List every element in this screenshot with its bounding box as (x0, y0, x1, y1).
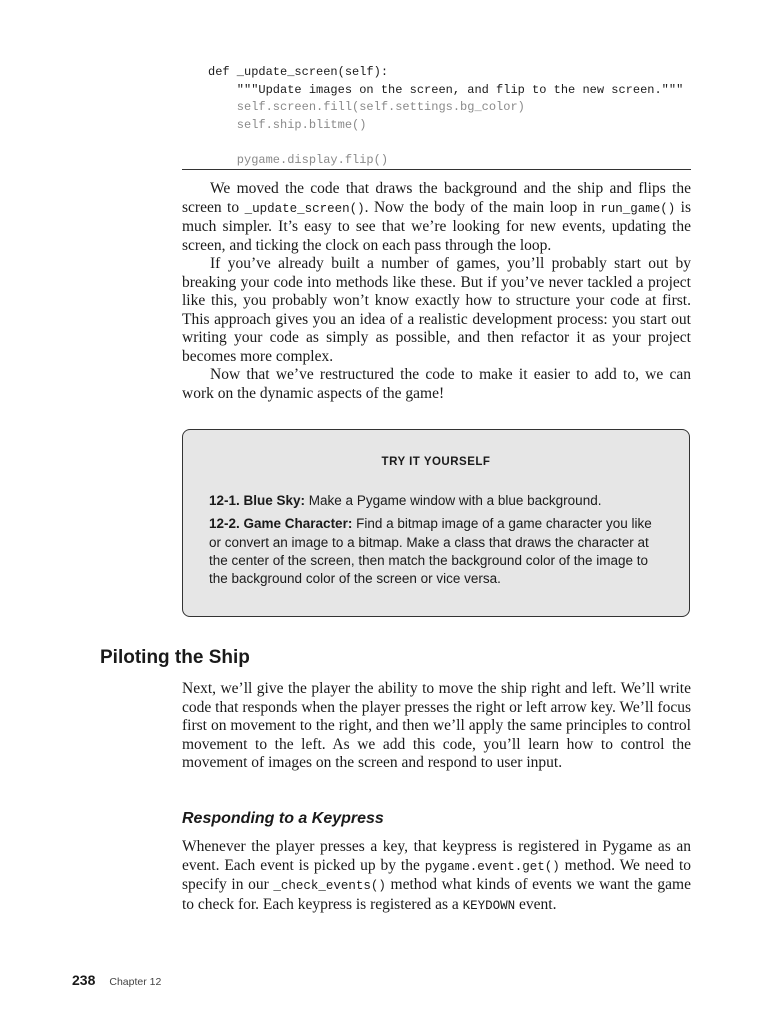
text-run: . Now the body of the main loop in (364, 198, 601, 216)
text-run: method. We need to specify in our (182, 856, 692, 893)
code-divider (182, 169, 691, 170)
text-run: event. (515, 895, 557, 913)
exercise-label: 12-1. Blue Sky: (209, 493, 306, 508)
exercise-text: Make a Pygame window with a blue background. (305, 493, 602, 508)
code-line: pygame.display.flip() (208, 152, 389, 167)
text-run: We moved the code that draws the background and the ship and flips the screen to (182, 180, 691, 216)
inline-code: pygame.event.get() (424, 859, 560, 874)
body-paragraph-section (182, 680, 691, 773)
code-line: """Update images on the screen, and flip to the new screen.""" (208, 82, 684, 97)
inline-code: run_game() (600, 201, 676, 216)
body-paragraph-subsection (182, 838, 691, 915)
paragraph: Now that we’ve restructured the code to make it easier to add to, we can work on the dynamic aspects of the game! (182, 366, 691, 402)
code-listing (208, 64, 690, 169)
exercise-text: Find a bitmap image of a game character you like or convert an image to a bitmap. Make a class that draws the character at the center of the screen, then match the background color of the image to the background color of the screen or vice versa. (209, 516, 652, 587)
page-footer (72, 972, 161, 990)
code-line: def _update_screen(self): (208, 65, 389, 79)
paragraph: If you’ve already built a number of games, you’ll probably start out by breaking your code into methods like these. But if you’ve never tackled a project like this, you probably won’t know exactly how to structure your code at first. This approach gives you an idea of a realistic development process: you start out writing your code as simply as possible, and then refactor it as your project becomes more complex. (182, 255, 691, 365)
code-line: self.screen.fill(self.settings.bg_color) (208, 100, 525, 114)
exercise-label: 12-2. Game Character: (209, 516, 353, 532)
page-number: 238 (72, 972, 96, 988)
text-run: Whenever the player presses a key, that keypress is registered in Pygame as an event. Each event is picked up by the (182, 838, 691, 874)
paragraph (182, 838, 691, 915)
inline-code: KEYDOWN (462, 898, 516, 913)
text-run: is much simpler. It’s easy to see that we’re looking for new events, updating the screen, and ticking the clock on each pass through the loop. (182, 198, 692, 254)
code-blank-line (208, 134, 690, 152)
inline-code: _update_screen() (244, 201, 365, 216)
subsection-heading: Responding to a Keypress (182, 810, 384, 827)
paragraph: Next, we’ll give the player the ability to move the ship right and left. We’ll write code that responds when the player presses the right or left arrow key. We’ll focus first on movement to the right, and then we’ll apply the same principles to control movement to the left. As we add this code, you’ll learn how to control the movement of images on the screen and respond to user input. (182, 680, 691, 771)
inline-code: _check_events() (273, 879, 386, 893)
exercise-item (209, 492, 663, 510)
try-it-yourself-box (182, 429, 690, 617)
text-run: method what kinds of events we want the game to check for. Each keypress is registered as a (182, 876, 691, 913)
code-line: self.ship.blitme() (208, 117, 367, 132)
exercise-item (209, 515, 663, 588)
box-title: TRY IT YOURSELF (381, 456, 491, 468)
section-heading: Piloting the Ship (100, 647, 250, 668)
chapter-label: Chapter 12 (109, 976, 162, 988)
paragraph (182, 180, 691, 255)
body-paragraphs-top (182, 180, 691, 403)
